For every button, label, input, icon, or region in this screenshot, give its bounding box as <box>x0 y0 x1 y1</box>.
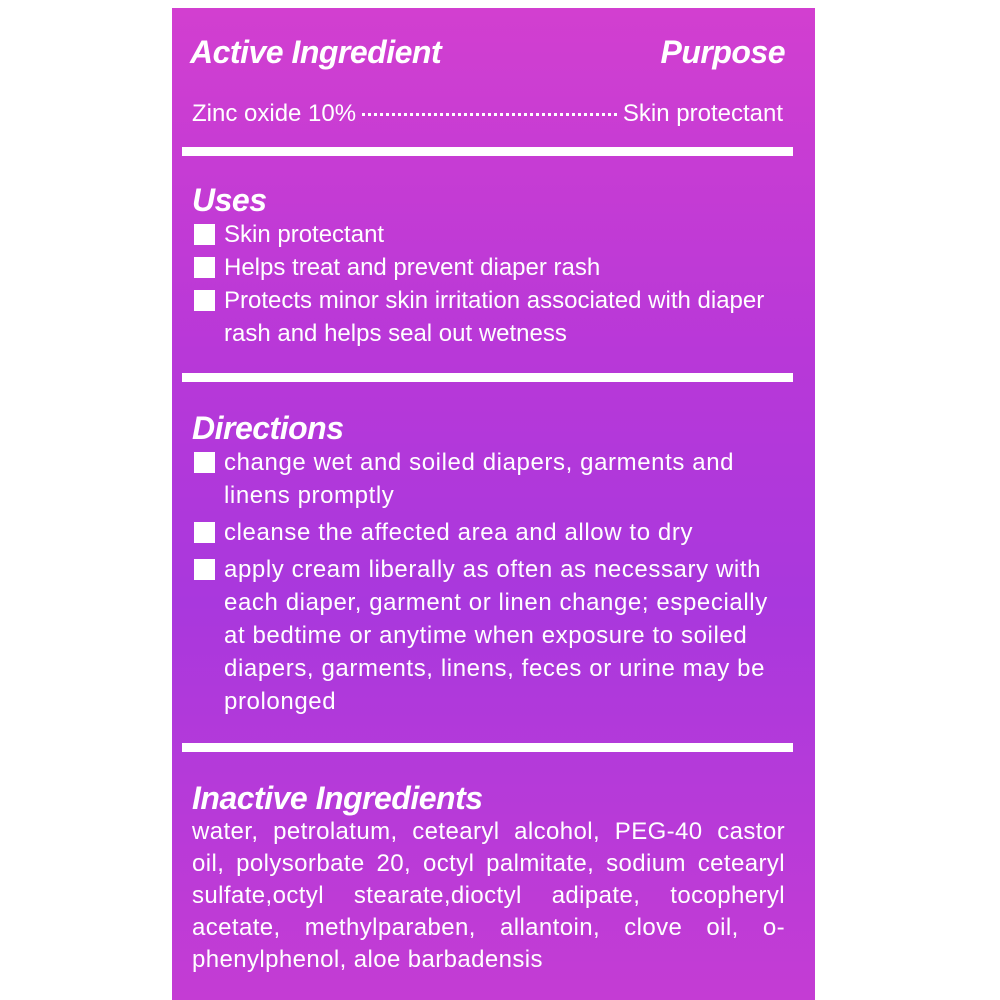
directions-item-text: apply cream liberally as often as necessary with each diaper, garment or linen change; especially at bedtime or anytime when exposure to soiled diapers, garments, linens, feces or urine may be prolonged <box>224 556 768 715</box>
checkbox-square-icon <box>194 452 215 473</box>
directions-item-text: change wet and soiled diapers, garments and linens promptly <box>224 449 735 509</box>
divider <box>182 147 793 156</box>
active-ingredient-header <box>190 34 785 70</box>
checkbox-square-icon <box>194 290 215 311</box>
checkbox-square-icon <box>194 257 215 278</box>
ingredient-purpose: Skin protectant <box>622 100 783 127</box>
drug-facts-panel <box>172 8 815 1000</box>
directions-item-text: cleanse the affected area and allow to dry <box>224 519 694 546</box>
directions-section <box>192 410 785 722</box>
uses-item-text: Skin protectant <box>224 221 385 248</box>
inactive-ingredients-section <box>192 780 785 976</box>
uses-section <box>192 182 785 350</box>
uses-list <box>192 218 785 350</box>
uses-item <box>192 251 785 284</box>
ingredient-name: Zinc oxide 10% <box>192 100 357 127</box>
directions-item <box>192 553 785 718</box>
checkbox-square-icon <box>194 224 215 245</box>
ingredient-row <box>192 100 783 128</box>
uses-title: Uses <box>192 182 267 218</box>
directions-item <box>192 516 785 549</box>
divider <box>182 373 793 382</box>
divider <box>182 743 793 752</box>
inactive-ingredients-title: Inactive Ingredients <box>192 780 483 816</box>
directions-title: Directions <box>192 410 344 446</box>
uses-item-text: Protects minor skin irritation associated with diaper rash and helps seal out wetness <box>224 287 765 347</box>
uses-item-text: Helps treat and prevent diaper rash <box>224 254 601 281</box>
active-ingredient-heading: Active Ingredient <box>190 34 442 70</box>
directions-item <box>192 446 785 512</box>
uses-item <box>192 284 785 350</box>
checkbox-square-icon <box>194 559 215 580</box>
checkbox-square-icon <box>194 522 215 543</box>
inactive-ingredients-text: water, petrolatum, cetearyl alcohol, PEG-40 castor oil, polysorbate 20, octyl palmitate, sodium cetearyl sulfate,octyl stearate,dioctyl adipate, tocopheryl acetate, methylparaben, allantoin, clove oil, o-phenylphenol, aloe barbadensis <box>192 818 785 973</box>
uses-item <box>192 218 785 251</box>
dot-leader <box>362 113 617 116</box>
directions-list <box>192 446 785 718</box>
purpose-heading: Purpose <box>660 34 785 70</box>
